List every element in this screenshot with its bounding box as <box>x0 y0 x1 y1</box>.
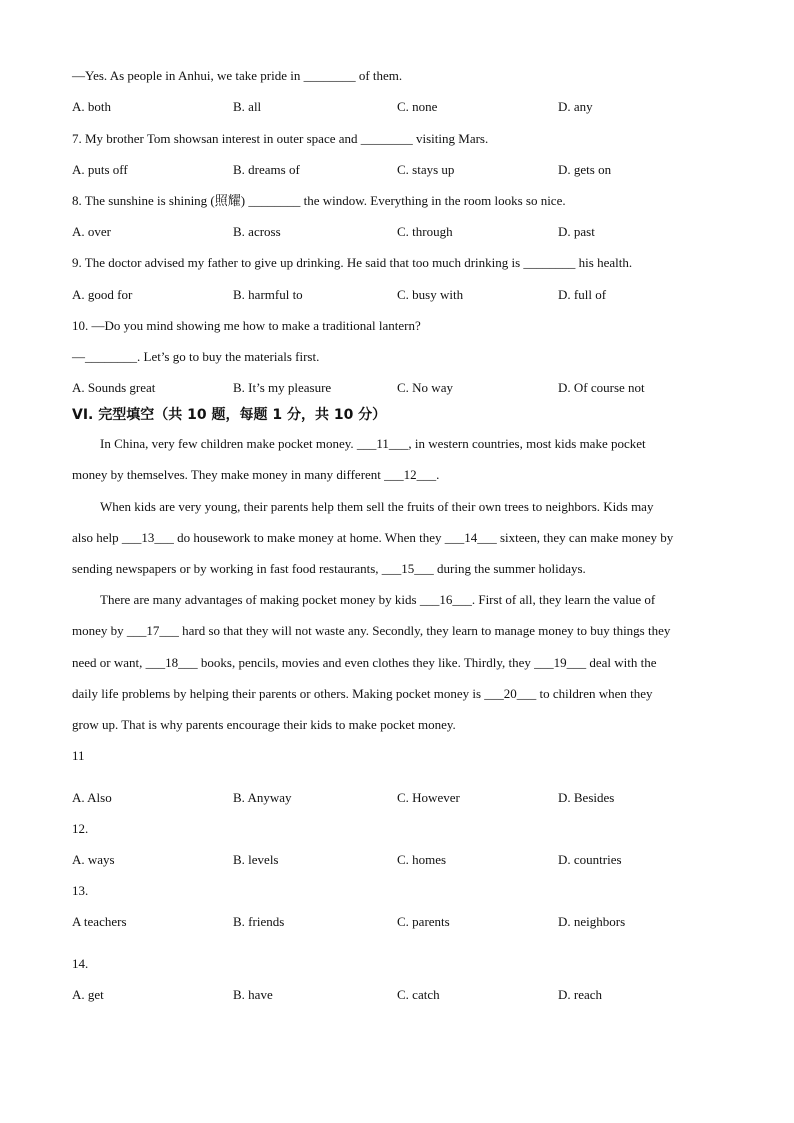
passage-line: grow up. That is why parents encourage their kids to make pocket money. <box>72 717 456 732</box>
option-c[interactable]: C. No way <box>397 380 453 395</box>
option-d[interactable]: D. countries <box>558 852 622 867</box>
option-d[interactable]: D. gets on <box>558 162 612 177</box>
option-a[interactable]: A. get <box>72 987 104 1002</box>
question-7-text: 7. My brother Tom showsan interest in outer space and ________ visiting Mars. <box>72 131 489 146</box>
passage-line: When kids are very young, their parents help them sell the fruits of their own trees to neighbors. Kids may <box>100 499 654 514</box>
option-d[interactable]: D. neighbors <box>558 914 626 929</box>
question-8-options <box>72 224 732 240</box>
passage-line: need or want, ___18___ books, pencils, movies and even clothes they like. Thirdly, they ___19___ deal with the <box>72 655 657 670</box>
option-c[interactable]: C. However <box>397 790 460 805</box>
option-d[interactable]: D. past <box>558 224 595 239</box>
option-b[interactable]: B. all <box>233 99 262 114</box>
question-10-options <box>72 380 732 396</box>
option-a[interactable]: A. Sounds great <box>72 380 156 395</box>
passage-line: sending newspapers or by working in fast food restaurants, ___15___ during the summer holidays. <box>72 561 586 576</box>
question-10-text: 10. —Do you mind showing me how to make a traditional lantern? <box>72 318 421 333</box>
option-c[interactable]: C. through <box>397 224 453 239</box>
option-b[interactable]: B. across <box>233 224 281 239</box>
question-12-number: 12. <box>72 821 89 836</box>
passage-line: In China, very few children make pocket money. ___11___, in western countries, most kids make pocket <box>100 436 646 451</box>
question-14-options <box>72 987 732 1003</box>
question-9-text: 9. The doctor advised my father to give up drinking. He said that too much drinking is ________ his health. <box>72 255 633 270</box>
option-a[interactable]: A teachers <box>72 914 127 929</box>
option-c[interactable]: C. catch <box>397 987 440 1002</box>
option-c[interactable]: C. parents <box>397 914 450 929</box>
passage-line: daily life problems by helping their parents or others. Making pocket money is ___20___ to children when they <box>72 686 653 701</box>
question-6-answer-line: —Yes. As people in Anhui, we take pride in ________ of them. <box>72 68 403 83</box>
option-a[interactable]: A. ways <box>72 852 115 867</box>
question-11-options <box>72 790 732 806</box>
question-7-options <box>72 162 732 178</box>
option-a[interactable]: A. Also <box>72 790 112 805</box>
option-d[interactable]: D. any <box>558 99 593 114</box>
option-c[interactable]: C. homes <box>397 852 447 867</box>
passage-line: money by ___17___ hard so that they will not waste any. Secondly, they learn to manage money to buy things they <box>72 623 671 638</box>
option-d[interactable]: D. Besides <box>558 790 615 805</box>
option-b[interactable]: B. levels <box>233 852 279 867</box>
question-12-options <box>72 852 732 868</box>
option-b[interactable]: B. It’s my pleasure <box>233 380 332 395</box>
question-9-options <box>72 287 732 303</box>
question-13-options <box>72 914 732 930</box>
option-b[interactable]: B. Anyway <box>233 790 292 805</box>
option-d[interactable]: D. full of <box>558 287 607 302</box>
option-d[interactable]: D. Of course not <box>558 380 645 395</box>
option-b[interactable]: B. friends <box>233 914 285 929</box>
question-10-response: —________. Let’s go to buy the materials first. <box>72 349 320 364</box>
passage-line: There are many advantages of making pocket money by kids ___16___. First of all, they learn the value of <box>100 592 656 607</box>
option-d[interactable]: D. reach <box>558 987 603 1002</box>
option-a[interactable]: A. good for <box>72 287 133 302</box>
question-13-number: 13. <box>72 883 89 898</box>
passage-line: money by themselves. They make money in many different ___12___. <box>72 467 440 482</box>
question-11-number: 11 <box>72 748 85 763</box>
question-8-text: 8. The sunshine is shining (照耀) ________ the window. Everything in the room looks so nice. <box>72 193 566 208</box>
question-14-number: 14. <box>72 956 89 971</box>
option-a[interactable]: A. puts off <box>72 162 128 177</box>
option-a[interactable]: A. over <box>72 224 111 239</box>
option-b[interactable]: B. dreams of <box>233 162 300 177</box>
option-c[interactable]: C. stays up <box>397 162 455 177</box>
section-heading: VI. 完型填空（共 10 题，每题 1 分，共 10 分） <box>72 407 387 423</box>
passage-line: also help ___13___ do housework to make money at home. When they ___14___ sixteen, they can make money by <box>72 530 674 545</box>
option-a[interactable]: A. both <box>72 99 111 114</box>
question-6-options <box>72 99 732 115</box>
option-c[interactable]: C. none <box>397 99 438 114</box>
option-b[interactable]: B. harmful to <box>233 287 303 302</box>
option-b[interactable]: B. have <box>233 987 273 1002</box>
option-c[interactable]: C. busy with <box>397 287 464 302</box>
